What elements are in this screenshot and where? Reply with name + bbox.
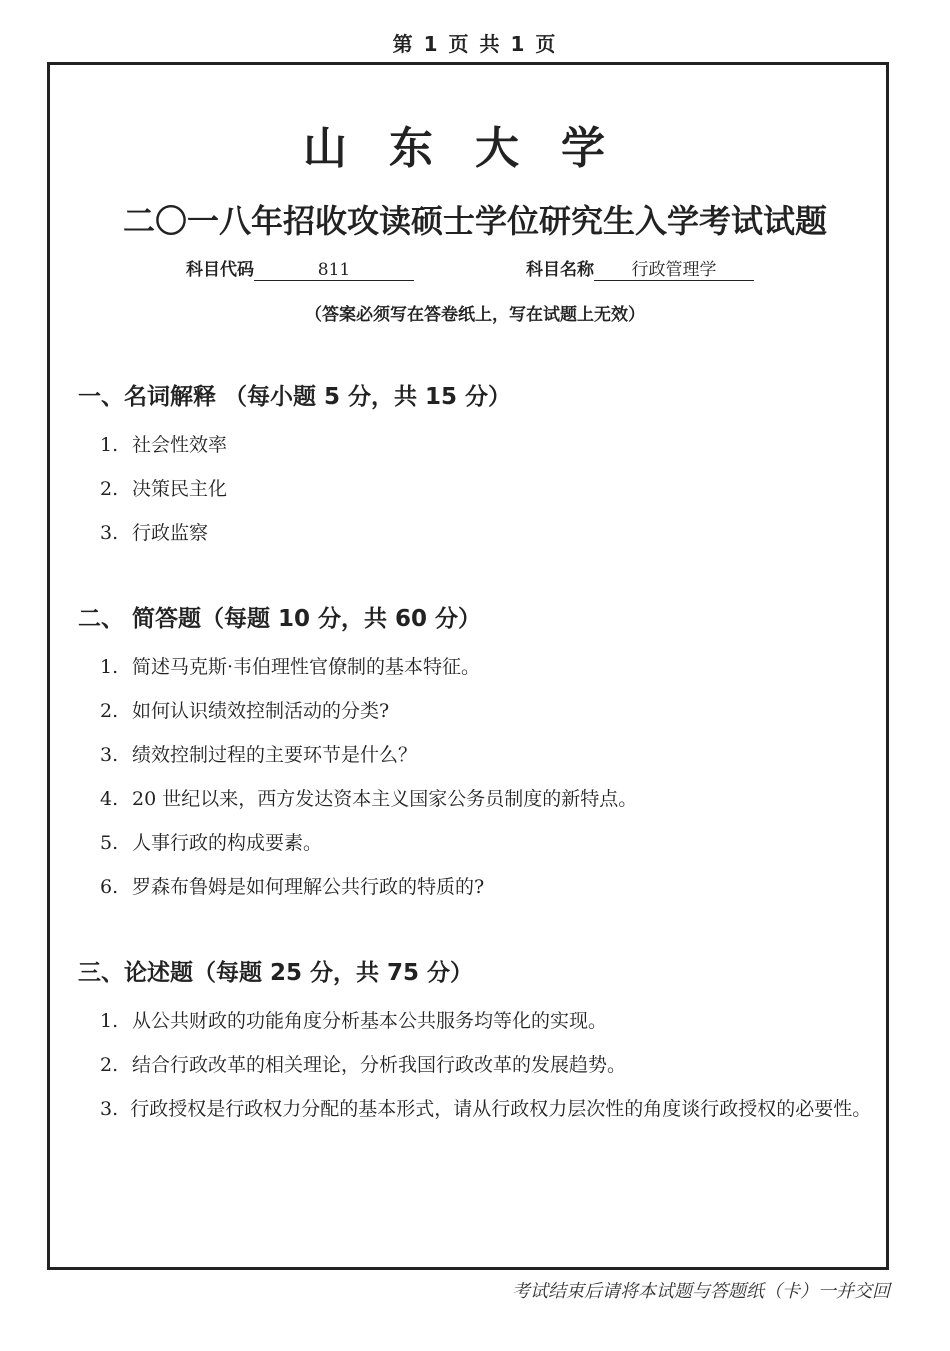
footer-note: 考试结束后请将本试题与答题纸（卡）一并交回 (512, 1281, 890, 1302)
question-item: 1. 社会性效率 (100, 434, 228, 456)
question-item: 2. 决策民主化 (100, 478, 228, 500)
question-item: 3. 行政监察 (100, 522, 209, 544)
question-item: 2. 如何认识绩效控制活动的分类? (100, 700, 390, 722)
question-item: 6. 罗森布鲁姆是如何理解公共行政的特质的? (100, 876, 485, 898)
subject-name-label: 科目名称 (526, 260, 594, 280)
page-counter: 第 1 页 共 1 页 (392, 32, 558, 56)
section-2-heading: 二、 简答题（每题 10 分，共 60 分） (78, 606, 482, 632)
question-item: 4. 20 世纪以来，西方发达资本主义国家公务员制度的新特点。 (100, 788, 638, 810)
question-item: 3. 行政授权是行政权力分配的基本形式，请从行政权力层次性的角度谈行政授权的必要性。 (100, 1098, 872, 1120)
subject-name-row (526, 255, 754, 281)
question-item: 3. 绩效控制过程的主要环节是什么？ (100, 744, 418, 766)
subject-code-label: 科目代码 (186, 260, 254, 280)
answer-notice: （答案必须写在答卷纸上，写在试题上无效） (305, 305, 645, 325)
section-1-heading: 一、名词解释 （每小题 5 分，共 15 分） (78, 384, 512, 410)
section-3-heading: 三、论述题（每题 25 分，共 75 分） (78, 960, 474, 986)
exam-title: 二〇一八年招收攻读硕士学位研究生入学考试试题 (122, 202, 827, 240)
subject-code-value: 811 (254, 260, 414, 281)
question-item: 1. 从公共财政的功能角度分析基本公共服务均等化的实现。 (100, 1010, 608, 1032)
question-item: 2. 结合行政改革的相关理论，分析我国行政改革的发展趋势。 (100, 1054, 627, 1076)
university-name: 山东大学 (303, 123, 647, 174)
subject-code-row (186, 255, 414, 281)
question-item: 5. 人事行政的构成要素。 (100, 832, 323, 854)
question-item: 1. 简述马克斯·韦伯理性官僚制的基本特征。 (100, 656, 481, 678)
subject-name-value: 行政管理学 (594, 255, 754, 281)
